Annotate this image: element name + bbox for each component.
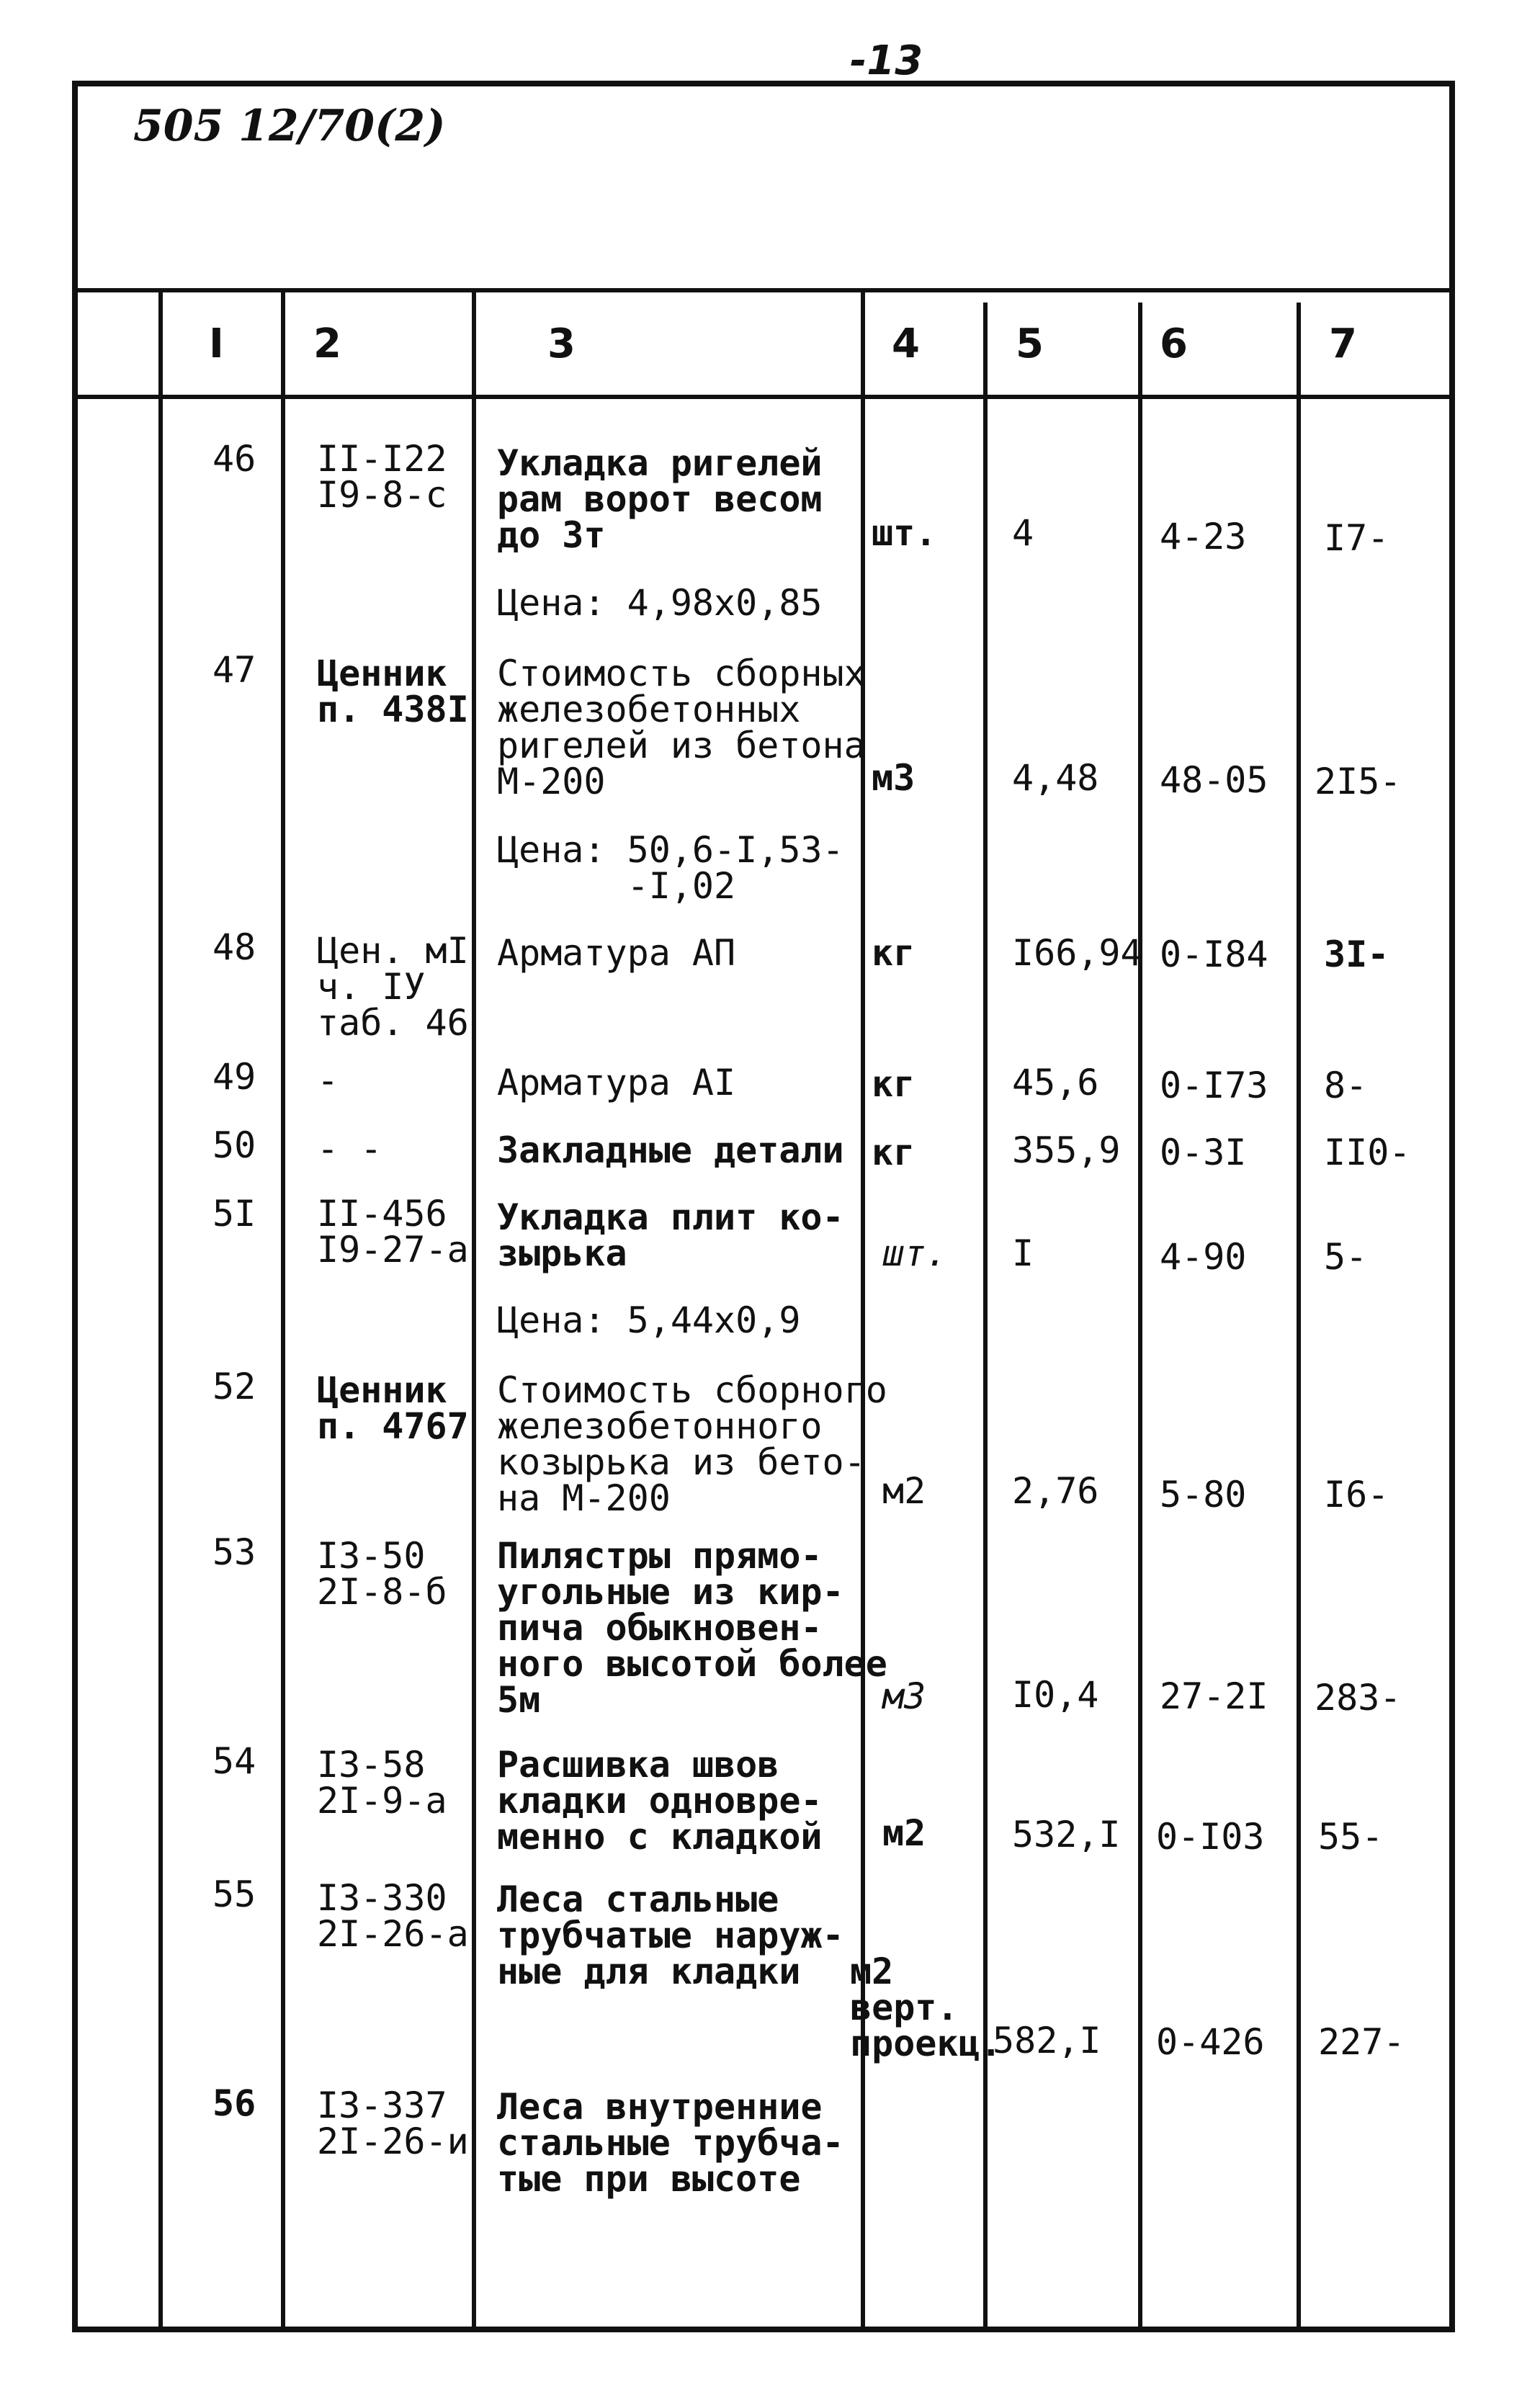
work-description: Укладка плит ко- зырька (497, 1196, 844, 1274)
column-header: 2 (313, 321, 341, 367)
column-header: 4 (892, 321, 920, 367)
column-header: 5 (1016, 321, 1044, 367)
rate-code: Ценник п. 4767 (317, 1369, 469, 1447)
unit-price: 0-3I (1160, 1132, 1247, 1173)
column-divider (1297, 303, 1301, 2327)
work-description: Арматура АП (497, 932, 736, 974)
rate-code: Ценник п. 438I (317, 653, 469, 730)
unit: кг (872, 1063, 916, 1105)
unit-price: 0-426 (1156, 2021, 1265, 2063)
work-description: Пилястры прямо- угольные из кир- пича обыкновен- ного высотой более 5м (497, 1535, 887, 1721)
unit: м3 (882, 1675, 926, 1717)
work-description: Укладка ригелей рам ворот весом до 3т (497, 442, 823, 556)
rate-code: - (317, 1060, 339, 1101)
quantity: I0,4 (1012, 1674, 1099, 1716)
row-number: 48 (212, 926, 256, 968)
work-description: Леса стальные трубчатые наруж- ные для кладки (497, 1879, 844, 1992)
column-divider (158, 288, 163, 2327)
column-header: 6 (1160, 321, 1188, 367)
row-number: 52 (212, 1366, 256, 1407)
unit: м3 (872, 757, 916, 799)
rate-code: I3-58 2I-9-а (317, 1744, 447, 1822)
price-note: Цена: 5,44х0,9 (497, 1299, 801, 1341)
rate-code: I3-330 2I-26-а (317, 1877, 469, 1955)
unit-price: 27-2I (1160, 1675, 1268, 1717)
unit-price: 48-05 (1160, 759, 1268, 801)
rate-code: I3-50 2I-8-б (317, 1535, 447, 1613)
rate-code: Цен. мI ч. IУ таб. 46 (317, 930, 469, 1044)
column-divider (472, 288, 476, 2327)
price-note: Цена: 4,98х0,85 (497, 582, 823, 624)
work-description: Арматура АI (497, 1062, 736, 1103)
total-cost: 3I- (1324, 933, 1389, 975)
quantity: 4 (1012, 512, 1034, 554)
work-description: Стоимость сборных железобетонных ригелей из бетона М-200 (497, 653, 866, 802)
quantity: 45,6 (1012, 1062, 1099, 1103)
quantity: 4,48 (1012, 757, 1099, 799)
unit-price: 4-90 (1160, 1236, 1247, 1278)
row-number: 53 (212, 1531, 256, 1573)
unit: шт. (872, 512, 937, 554)
row-number: 54 (212, 1740, 256, 1782)
row-number: 49 (212, 1056, 256, 1098)
unit-price: 0-I73 (1160, 1065, 1268, 1106)
unit: м2 (882, 1470, 926, 1512)
unit: кг (872, 1132, 916, 1173)
unit-price: 0-I03 (1156, 1816, 1265, 1858)
rate-code: - - (317, 1128, 382, 1170)
unit-price: 4-23 (1160, 516, 1247, 558)
quantity: 532,I (1012, 1814, 1121, 1855)
row-number: 55 (212, 1873, 256, 1915)
row-number: 47 (212, 649, 256, 691)
total-cost: I7- (1324, 517, 1389, 559)
page-number: -13 (850, 37, 923, 84)
column-header: 7 (1329, 321, 1357, 367)
work-description: Расшивка швов кладки одновре- менно с кладкой (497, 1744, 823, 1858)
handwritten-note: 505 12/70(2) (133, 101, 446, 151)
row-number: 56 (212, 2082, 256, 2124)
work-description: Стоимость сборного железобетонного козырька из бето- на М-200 (497, 1369, 887, 1519)
unit: м2 верт. проекц. (850, 1951, 1002, 2064)
row-number: 5I (212, 1193, 256, 1235)
quantity: 355,9 (1012, 1129, 1121, 1171)
work-description: Леса внутренние стальные трубча- тые при высоте (497, 2086, 844, 2200)
total-cost: 283- (1315, 1677, 1402, 1719)
column-divider (1138, 303, 1142, 2327)
unit-price: 5-80 (1160, 1474, 1247, 1515)
work-description: Закладные детали (497, 1129, 844, 1171)
rate-code: II-456 I9-27-а (317, 1193, 469, 1271)
total-cost: 227- (1318, 2021, 1405, 2063)
row-number: 46 (212, 438, 256, 480)
quantity: I (1012, 1232, 1034, 1274)
total-cost: 55- (1318, 1816, 1384, 1858)
total-cost: I6- (1324, 1474, 1389, 1515)
rate-code: II-I22 I9-8-с (317, 438, 447, 516)
row-number: 50 (212, 1124, 256, 1166)
quantity: 2,76 (1012, 1470, 1099, 1512)
column-header: 3 (547, 321, 576, 367)
unit-price: 0-I84 (1160, 933, 1268, 975)
unit: м2 (882, 1812, 926, 1854)
column-header: I (209, 321, 224, 367)
quantity: I66,94 (1012, 932, 1142, 974)
unit: кг (872, 932, 916, 974)
total-cost: 5- (1324, 1236, 1368, 1278)
total-cost: 2I5- (1315, 761, 1402, 802)
quantity: 582,I (993, 2020, 1101, 2061)
unit: шт. (882, 1232, 948, 1274)
total-cost: II0- (1324, 1132, 1411, 1173)
price-note: Цена: 50,6-I,53- -I,02 (497, 829, 844, 907)
total-cost: 8- (1324, 1065, 1368, 1106)
rate-code: I3-337 2I-26-и (317, 2085, 469, 2162)
column-divider (281, 288, 285, 2327)
